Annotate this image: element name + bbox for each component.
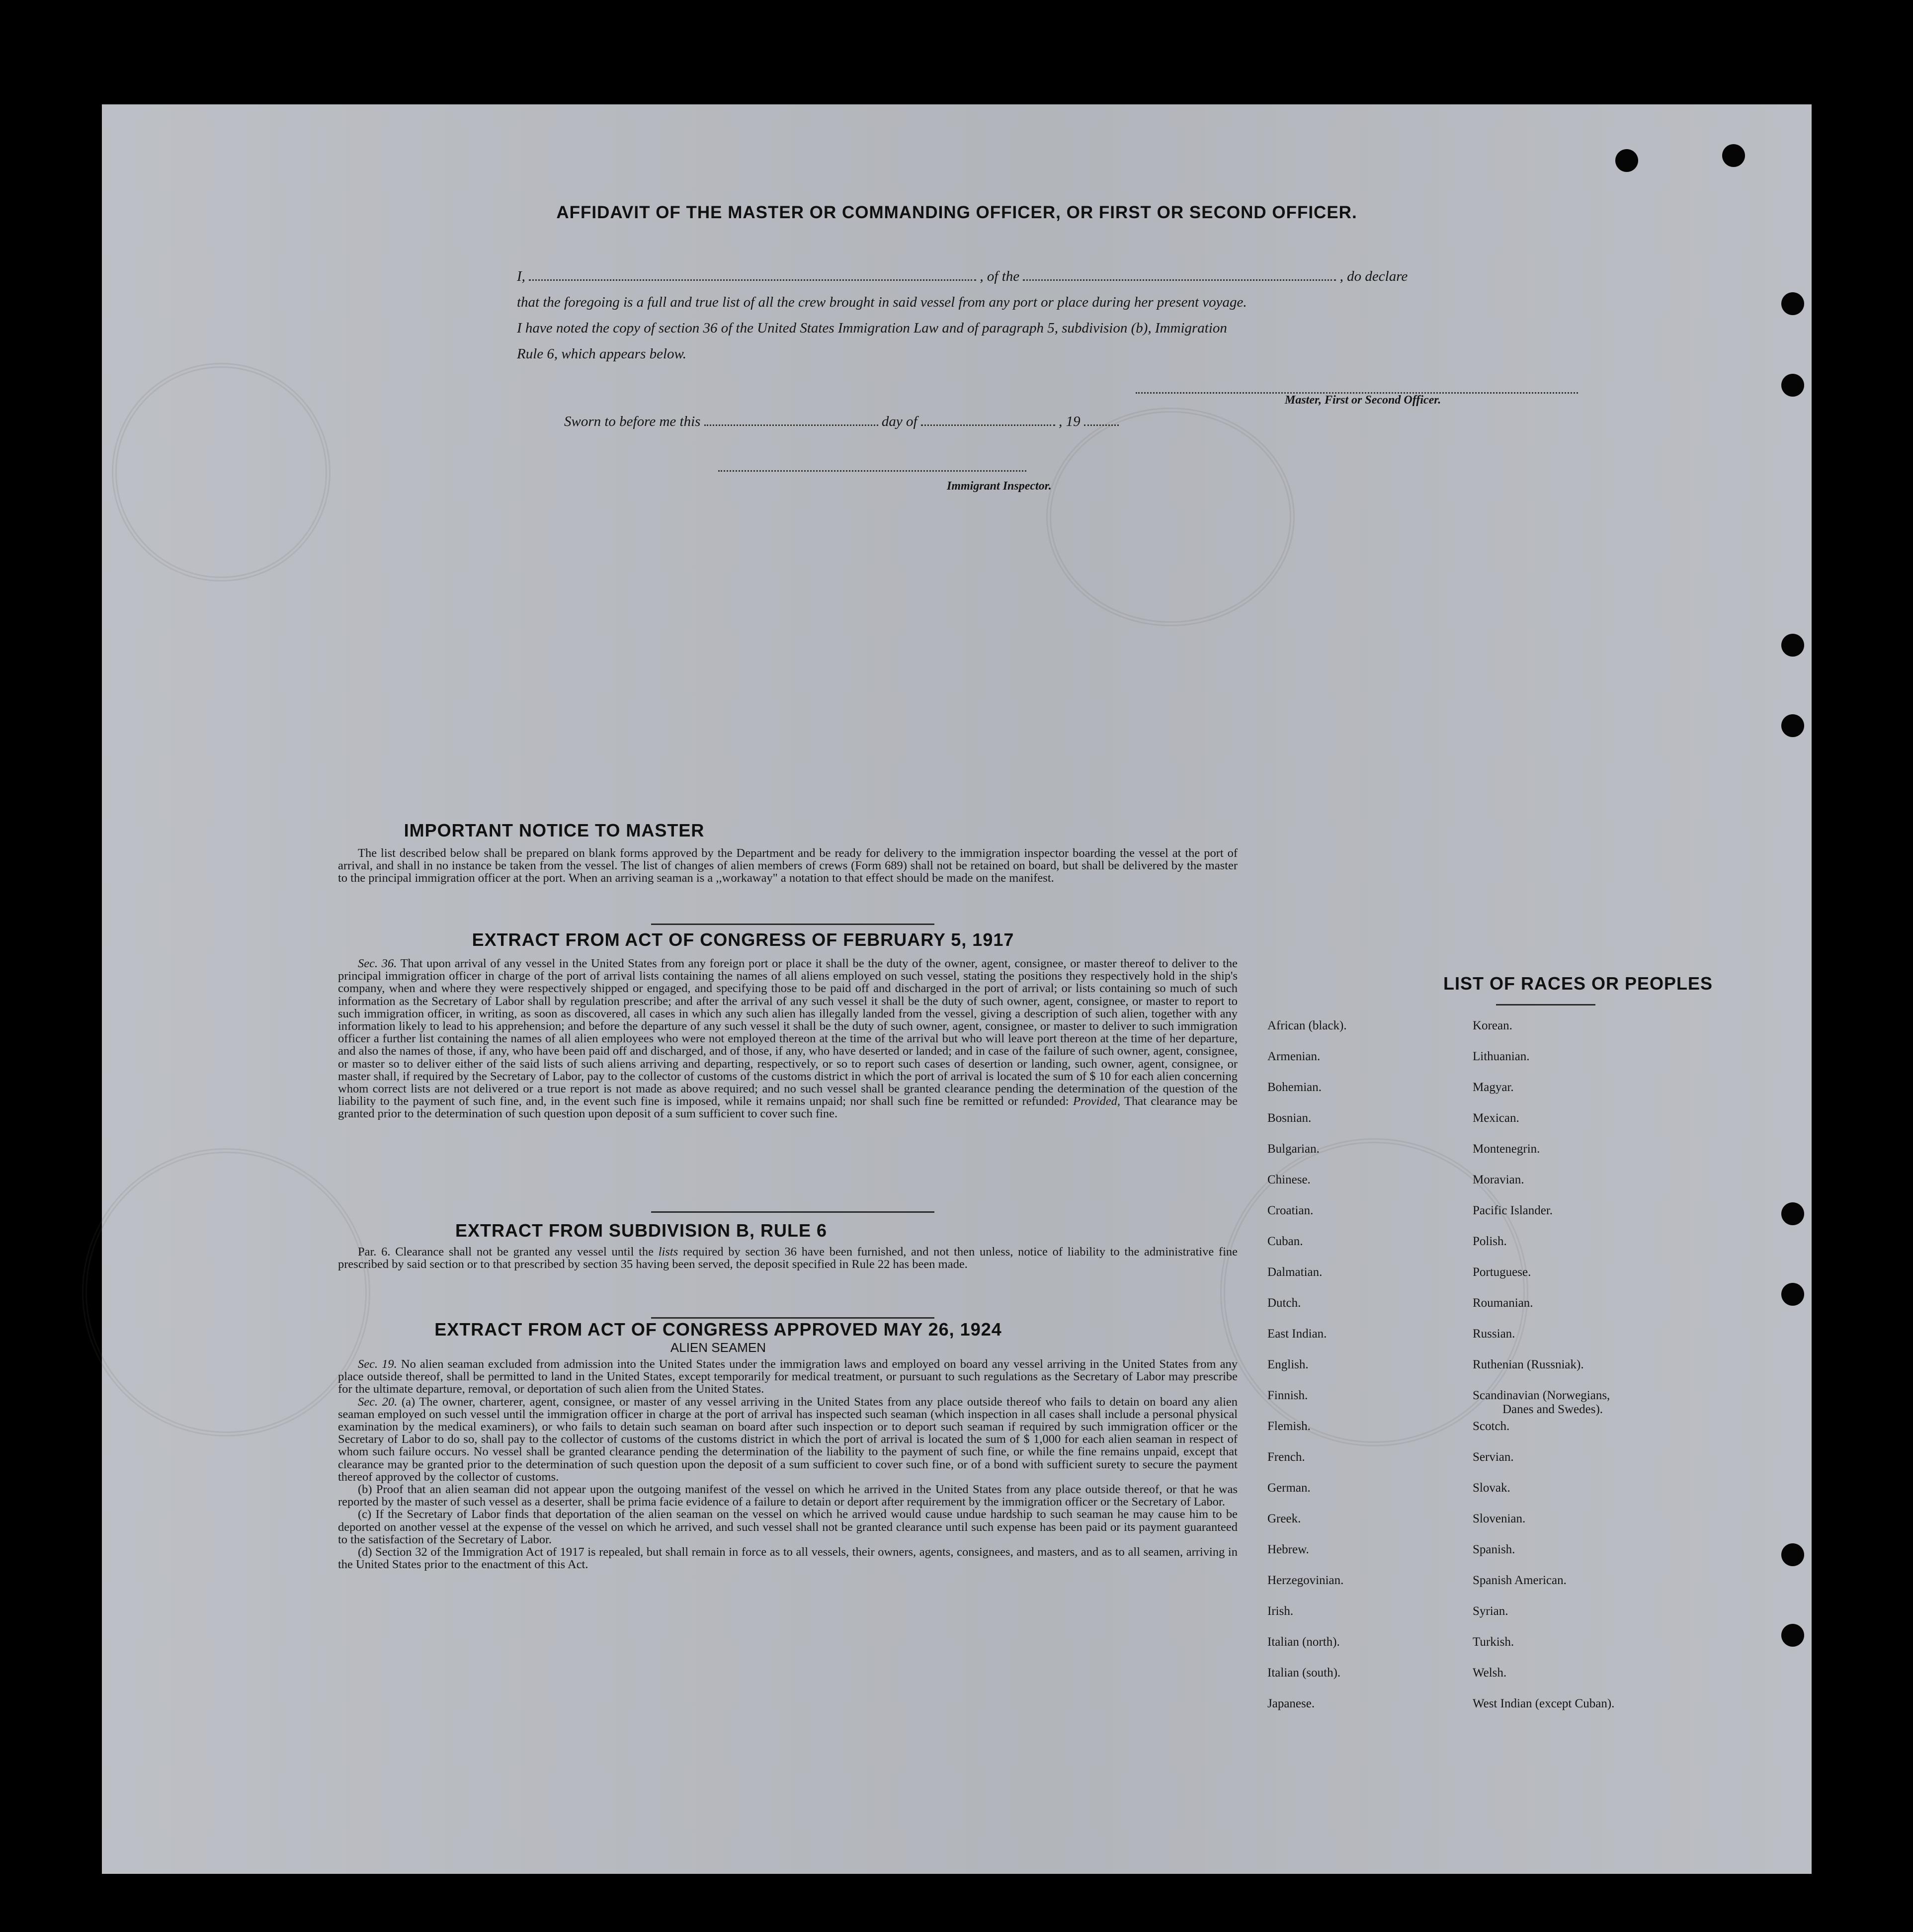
rule6-lists-word: lists [658, 1245, 678, 1259]
race-item: Magyar. [1473, 1081, 1514, 1094]
race-item: Scotch. [1473, 1420, 1510, 1433]
sec20a-text: (a) The owner, charterer, agent, consignee, or master of any vessel arriving in the United States from any place outside thereof who fails to detain on board any alien seaman employed on such vessel until the immigration officer in charge at the port of arrival has inspected such seaman (which inspection in all cases shall include a personal physical examination by the medical examiners), or who fails to detain such seaman on board after such inspection or to deport such seaman if required by such immigration officer or the Secretary of Labor to do so, shall pay to the collector of customs of the customs district in which the port of arrival is located the sum of $ 1,000 for each alien seaman in respect of whom such failure occurs. No vessel shall be granted clearance pending the determination of the liability to the payment of such fine, or while the fine remains unpaid, except that clearance may be granted prior to the determination of such question upon the deposit of a sum sufficient to cover such fine, or of a bond with sufficient surety to secure the payment thereof approved by the collector of customs. [338, 1395, 1238, 1484]
affidavit-heading: AFFIDAVIT OF THE MASTER OR COMMANDING OFFICER, OR FIRST OR SECOND OFFICER. [556, 203, 1357, 222]
race-item: Lithuanian. [1473, 1050, 1530, 1063]
race-item: Moravian. [1473, 1173, 1524, 1186]
race-item: Montenegrin. [1473, 1142, 1540, 1156]
punch-hole [1781, 1283, 1804, 1306]
section-divider [651, 924, 934, 925]
race-item: Slovenian. [1473, 1512, 1526, 1525]
race-item: Bulgarian. [1267, 1142, 1320, 1156]
race-item: German. [1267, 1481, 1311, 1495]
punch-hole [1781, 1543, 1804, 1566]
affidavit-i: I, [517, 268, 525, 284]
affidavit-line-4: Rule 6, which appears below. [517, 346, 686, 362]
race-item: Greek. [1267, 1512, 1301, 1525]
race-item: Servian. [1473, 1450, 1514, 1464]
race-item: Hebrew. [1267, 1543, 1309, 1556]
act1924-heading: EXTRACT FROM ACT OF CONGRESS APPROVED MAY 26, 1924 [434, 1319, 1002, 1340]
race-item: Scandinavian (Norwegians, [1473, 1389, 1610, 1402]
race-item: Roumanian. [1473, 1296, 1533, 1310]
section-divider [651, 1211, 934, 1213]
race-item: Flemish. [1267, 1420, 1311, 1433]
race-item: French. [1267, 1450, 1305, 1464]
race-item: Russian. [1473, 1327, 1515, 1341]
race-item: Bosnian. [1267, 1111, 1312, 1125]
race-item: Polish. [1473, 1235, 1507, 1248]
act1924-subheading: ALIEN SEAMEN [670, 1340, 766, 1355]
race-item: Bohemian. [1267, 1081, 1322, 1094]
sec19-text: No alien seaman excluded from admission into the United States under the immigration laws and employed on board any vessel arriving in the United States from any place outside thereof, shall be permitted to land in the United States, except temporarily for medical treatment, or pursuant to such regulations as the Secretary of Labor may prescribe for the ultimate departure, removal, or deportation of such alien from the United States. [338, 1357, 1238, 1396]
sec20c-text: (c) If the Secretary of Labor finds that deportation of the alien seaman on the vessel on which he arrived would cause undue hardship to such seaman he may cause him to be deported on another vessel at the expense of the vessel on which he arrived, and such vessel shall not be granted clearance until such expense has been paid or its payment guaranteed to the satisfaction of the Secretary of Labor. [338, 1508, 1238, 1546]
master-signature-line [1136, 390, 1578, 394]
act1924-text [338, 1358, 1238, 1571]
inspector-signature-line [718, 468, 1026, 472]
race-item: Spanish. [1473, 1543, 1515, 1556]
race-item: Herzegovinian. [1267, 1574, 1344, 1587]
sec36-label: Sec. 36. [358, 957, 397, 970]
notice-text [338, 847, 1238, 885]
seal-ghost [112, 363, 331, 582]
act1917-text [338, 957, 1238, 1120]
rule6-text-b: required by section 36 have been furnished, and not then unless, notice of liability to the administrative fine prescribed by said section or to that prescribed by section 35 having been served, the deposit specified in Rule 22 has been made. [338, 1245, 1238, 1271]
race-item: Croatian. [1267, 1204, 1314, 1217]
race-item: Spanish American. [1473, 1574, 1567, 1587]
affidavit-of-the: , of the [980, 268, 1020, 284]
race-item: Cuban. [1267, 1235, 1303, 1248]
sec20b-text: (b) Proof that an alien seaman did not appear upon the outgoing manifest of the vessel on which he arrived in the United States from any place outside thereof, or that he was reported by the master of such vessel as a deserter, shall be prima facie evidence of a failure to detain or deport after requirement by the immigration officer or the Secretary of Labor. [338, 1483, 1238, 1509]
inspector-caption: Immigrant Inspector. [947, 480, 1052, 493]
sworn-line [564, 414, 1119, 430]
race-item: Turkish. [1473, 1635, 1514, 1649]
race-item: Finnish. [1267, 1389, 1308, 1402]
provided-text: That clearance may be granted prior to the determination of such question upon deposit of a sum sufficient to cover such fine. [338, 1094, 1238, 1121]
sec20d-text: (d) Section 32 of the Immigration Act of 1917 is repealed, but shall remain in force as to all vessels, their owners, agents, consignees, and masters, and as to all seamen, arriving in the United States prior to the enactment of this Act. [338, 1545, 1238, 1572]
race-item: Armenian. [1267, 1050, 1321, 1063]
punch-hole [1781, 634, 1804, 657]
master-signature-caption: Master, First or Second Officer. [1285, 394, 1441, 407]
race-item: English. [1267, 1358, 1309, 1371]
affidavit-do-declare: , do declare [1339, 268, 1408, 284]
rule6-text [338, 1246, 1238, 1270]
act1917-heading: EXTRACT FROM ACT OF CONGRESS OF FEBRUARY 5, 1917 [472, 929, 1014, 950]
affidavit-line-3: I have noted the copy of section 36 of the United States Immigration Law and of paragraph 5, subdivision (b), Immigration [517, 320, 1227, 336]
race-item: Korean. [1473, 1019, 1512, 1032]
sworn-year-blank [1084, 422, 1119, 426]
race-item: Portuguese. [1473, 1265, 1531, 1279]
document-page [102, 104, 1812, 1874]
punch-hole [1615, 149, 1638, 172]
race-item: Ruthenian (Russniak). [1473, 1358, 1584, 1371]
punch-hole [1722, 144, 1745, 167]
affidavit-line-2: that the foregoing is a full and true list of all the crew brought in said vessel from any port or place during her present voyage. [517, 294, 1247, 310]
race-item: East Indian. [1267, 1327, 1327, 1341]
sworn-day-of: day of [881, 414, 917, 429]
rule6-heading: EXTRACT FROM SUBDIVISION B, RULE 6 [455, 1220, 828, 1241]
sworn-year: , 19 [1059, 414, 1081, 429]
section-divider [651, 1317, 934, 1319]
races-heading: LIST OF RACES OR PEOPLES [1443, 973, 1713, 994]
races-divider [1496, 1004, 1595, 1006]
race-item: Syrian. [1473, 1604, 1508, 1618]
race-item: Mexican. [1473, 1111, 1519, 1125]
race-item: Italian (south). [1267, 1666, 1341, 1680]
race-item: Chinese. [1267, 1173, 1311, 1186]
sworn-month-blank [921, 422, 1055, 426]
punch-hole [1781, 714, 1804, 737]
race-item: Slovak. [1473, 1481, 1510, 1495]
punch-hole [1781, 1202, 1804, 1225]
punch-hole [1781, 292, 1804, 315]
sworn-text: Sworn to before me this [564, 414, 701, 429]
affidavit-declare-line [517, 268, 1600, 285]
notice-paragraph: The list described below shall be prepared on blank forms approved by the Department and be ready for delivery to the immigration inspector boarding the vessel at the port of arrival, and shall in no instance be taken from the vessel. The list of changes of alien members of crews (Form 689) shall not be retained on board, but shall be delivered by the master to the principal immigration officer at the port. When an arriving seaman is a ,,workaway" a notation to that effect should be made on the manifest. [338, 846, 1238, 885]
race-item: Italian (north). [1267, 1635, 1340, 1649]
seal-ghost [1046, 408, 1295, 626]
race-item: Japanese. [1267, 1697, 1315, 1710]
vessel-blank [1023, 277, 1336, 281]
race-item: Welsh. [1473, 1666, 1507, 1680]
race-item-continuation: Danes and Swedes). [1502, 1403, 1603, 1416]
name-blank [529, 277, 976, 281]
race-item: African (black). [1267, 1019, 1347, 1032]
rule6-text-a: Par. 6. Clearance shall not be granted any vessel until the [358, 1245, 654, 1259]
sec20-label: Sec. 20. [358, 1395, 398, 1409]
race-item: West Indian (except Cuban). [1473, 1697, 1615, 1710]
provided-label: Provided, [1073, 1094, 1121, 1108]
punch-hole [1781, 374, 1804, 397]
race-item: Dalmatian. [1267, 1265, 1323, 1279]
sec19-label: Sec. 19. [358, 1357, 397, 1371]
punch-hole [1781, 1624, 1804, 1647]
sworn-day-blank [704, 422, 878, 426]
notice-heading: IMPORTANT NOTICE TO MASTER [404, 820, 705, 840]
race-item: Pacific Islander. [1473, 1204, 1553, 1217]
race-item: Dutch. [1267, 1296, 1301, 1310]
sec36-text: That upon arrival of any vessel in the United States from any foreign port or place it shall be the duty of the owner, agent, consignee, or master thereof to deliver to the principal immigration officer in charge of the port of arrival lists containing the names of all aliens employed on such vessel, stating the positions they respectively hold in the ship's company, when and where they were respectively shipped or engaged, and specifying those to be paid off and discharged in the port of arrival; or lists containing so much of such information as the Secretary of Labor shall by regulation prescribe; and after the arrival of any such vessel it shall be the duty of such owner, agent, consignee, or master to report to such immigration officer, in writing, as soon as discovered, all cases in which any such alien has illegally landed from the vessel, giving a description of such alien, together with any information likely to lead to his apprehension; and before the departure of any such vessel it shall be the duty of such owner, agent, consignee, or master to deliver to such immigration officer a further list containing the names of all alien employees who were not employed thereon at the time of the arrival but who will leave port thereon at the time of her departure, and also the names of those, if any, who have been paid off and discharged, and of those, if any, who have deserted or landed; and in case of the failure of such owner, agent, consignee, or master so to deliver either of the said lists of such aliens arriving and departing, respectively, or so to report such cases of desertion or landing, such owner, agent, consignee, or master shall, if required by the Secretary of Labor, pay to the collector of customs of the customs district in which the port of arrival is located the sum of $ 10 for each alien concerning whom correct lists are not delivered or a true report is not made as above required; and no such vessel shall be granted clearance pending the determination of the question of the liability to the payment of such fine, and, in the event such fine is imposed, while it remains unpaid; nor shall such fine be remitted or refunded: [338, 957, 1238, 1108]
race-item: Irish. [1267, 1604, 1294, 1618]
seal-ghost [82, 1148, 370, 1436]
